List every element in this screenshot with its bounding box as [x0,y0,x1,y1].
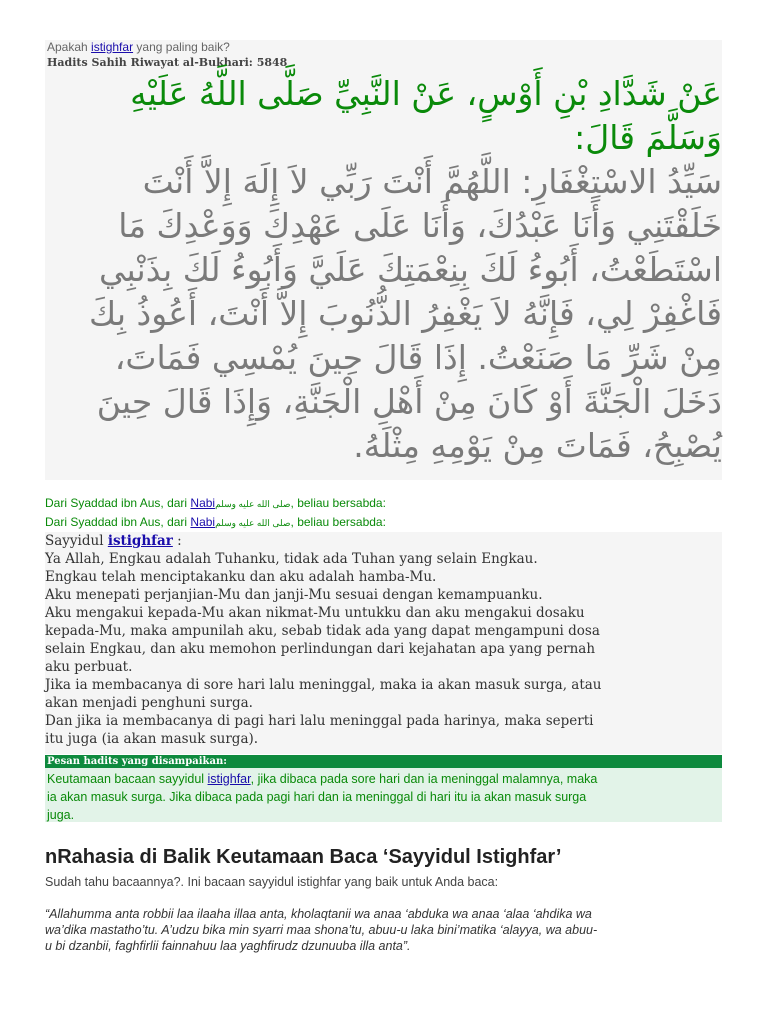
istighfar-link[interactable]: istighfar [207,772,251,786]
pesan-line: juga. [47,808,75,822]
translation-line: Engkau telah menciptakanku dan aku adalah hamba-Mu. [45,569,437,585]
transliteration [45,906,725,954]
pesan-body [45,768,722,822]
salawat-text: صلى الله عليه وسلم [215,499,291,509]
pesan-line-prefix: Keutamaan bacaan sayyidul [47,772,208,786]
section-heading: nRahasia di Balik Keutamaan Baca ‘Sayyidul Istighfar’ [45,846,562,868]
transliteration-line: wa’dika mastatho’tu. A’udzu bika min syarri maa shona’tu, abuu-u laka bini’matika ‘alayya, wa abuu- [45,923,598,937]
question-suffix: yang paling baik? [133,40,230,54]
nabi-link[interactable]: Nabi [190,515,216,529]
arabic-dua-line: سَيِّدُ الاسْتِغْفَارِ: اللَّهُمَّ أَنْتَ رَبِّي لاَ إِلَهَ إِلاَّ أَنْتَ [142,162,722,201]
translation-line: Aku menepati perjanjian-Mu dan janji-Mu sesuai dengan kemampuanku. [45,587,543,603]
pesan-line: ia akan masuk surga. Jika dibaca pada pagi hari dan ia meninggal di hari itu ia akan masuk surga [47,790,587,804]
arabic-dua-line: دَخَلَ الْجَنَّةَ أَوْ كَانَ مِنْ أَهْلِ الْجَنَّةِ، وَإِذَا قَالَ حِينَ [96,382,722,421]
intro-text: Sudah tahu bacaannya?. Ini bacaan sayyidul istighfar yang baik untuk Anda baca: [45,875,499,889]
transliteration-line: u bi dzanbii, faghfirlii fainnahuu laa yaghfirudz dzunuuba illa anta”. [45,939,411,953]
arabic-dua-line: يُصْبِحُ، فَمَاتَ مِنْ يَوْمِهِ مِثْلَهُ. [353,426,722,465]
arabic-narration-line: عَنْ شَدَّادِ بْنِ أَوْسٍ، عَنْ النَّبِيِّ صَلَّى اللَّهُ عَلَيْهِ [130,74,722,113]
pesan-line [47,770,720,788]
translation-line: selain Engkau, dan aku memohon perlindungan dari kejahatan apa yang pernah [45,641,596,657]
translation-line: aku perbuat. [45,659,133,675]
salawat-text: صلى الله عليه وسلم [215,518,291,528]
transliteration-line: “Allahumma anta robbii laa ilaaha illaa anta, kholaqtanii wa anaa ‘abduka wa anaa ‘alaa ‘ahdika wa [45,907,592,921]
translation-line: itu juga (ia akan masuk surga). [45,731,259,747]
translation-line: Jika ia membacanya di sore hari lalu meninggal, maka ia akan masuk surga, atau [45,677,602,693]
nabi-link[interactable]: Nabi [190,496,216,510]
narrator-line [45,515,386,529]
narrator-prefix: Dari Syaddad ibn Aus, dari [45,496,191,510]
narrator-prefix: Dari Syaddad ibn Aus, dari [45,515,191,529]
translation-title-prefix: Sayyidul [45,533,108,549]
narrator-line [45,496,386,510]
translation-title [45,532,722,550]
translation-line: akan menjadi penghuni surga. [45,695,253,711]
translation-line: Ya Allah, Engkau adalah Tuhanku, tidak ada Tuhan yang selain Engkau. [45,551,538,567]
arabic-dua-line: اسْتَطَعْتُ، أَبُوءُ لَكَ بِنِعْمَتِكَ عَلَيَّ وَأَبُوءُ لَكَ بِذَنْبِي [99,250,722,289]
translation-title-suffix: : [172,533,182,549]
arabic-dua-line: فَاغْفِرْ لِي، فَإِنَّهُ لاَ يَغْفِرُ الذُّنُوبَ إِلاَّ أَنْتَ، أَعُوذُ بِكَ [89,294,722,333]
question-line [47,40,230,54]
translation-line: Dan jika ia membacanya di pagi hari lalu meninggal pada harinya, maka seperti [45,713,594,729]
translation-line: kepada-Mu, maka ampunilah aku, sebab tidak ada yang dapat mengampuni dosa [45,623,600,639]
question-prefix: Apakah [47,40,92,54]
arabic-narration-line: وَسَلَّمَ قَالَ: [574,118,722,157]
narrator-suffix: , beliau bersabda: [290,515,386,529]
arabic-dua-line: مِنْ شَرِّ مَا صَنَعْتُ. إِذَا قَالَ حِينَ يُمْسِي فَمَاتَ، [114,338,722,377]
pesan-header: Pesan hadits yang disampaikan: [45,755,722,768]
hadith-source: Hadits Sahih Riwayat al-Bukhari: 5848 [47,56,288,69]
pesan-line-suffix: , jika dibaca pada sore hari dan ia meninggal malamnya, maka [250,772,598,786]
arabic-narration [42,72,722,160]
istighfar-link[interactable]: istighfar [91,40,134,54]
narrator-suffix: , beliau bersabda: [290,496,386,510]
translation-line: Aku mengakui kepada-Mu akan nikmat-Mu untukku dan aku mengakui dosaku [45,605,585,621]
translation-text [45,532,722,748]
istighfar-link[interactable]: istighfar [107,533,173,549]
arabic-dua-line: خَلَقْتَنِي وَأَنَا عَبْدُكَ، وَأَنَا عَلَى عَهْدِكَ وَوَعْدِكَ مَا [118,206,722,245]
arabic-dua [42,160,722,468]
